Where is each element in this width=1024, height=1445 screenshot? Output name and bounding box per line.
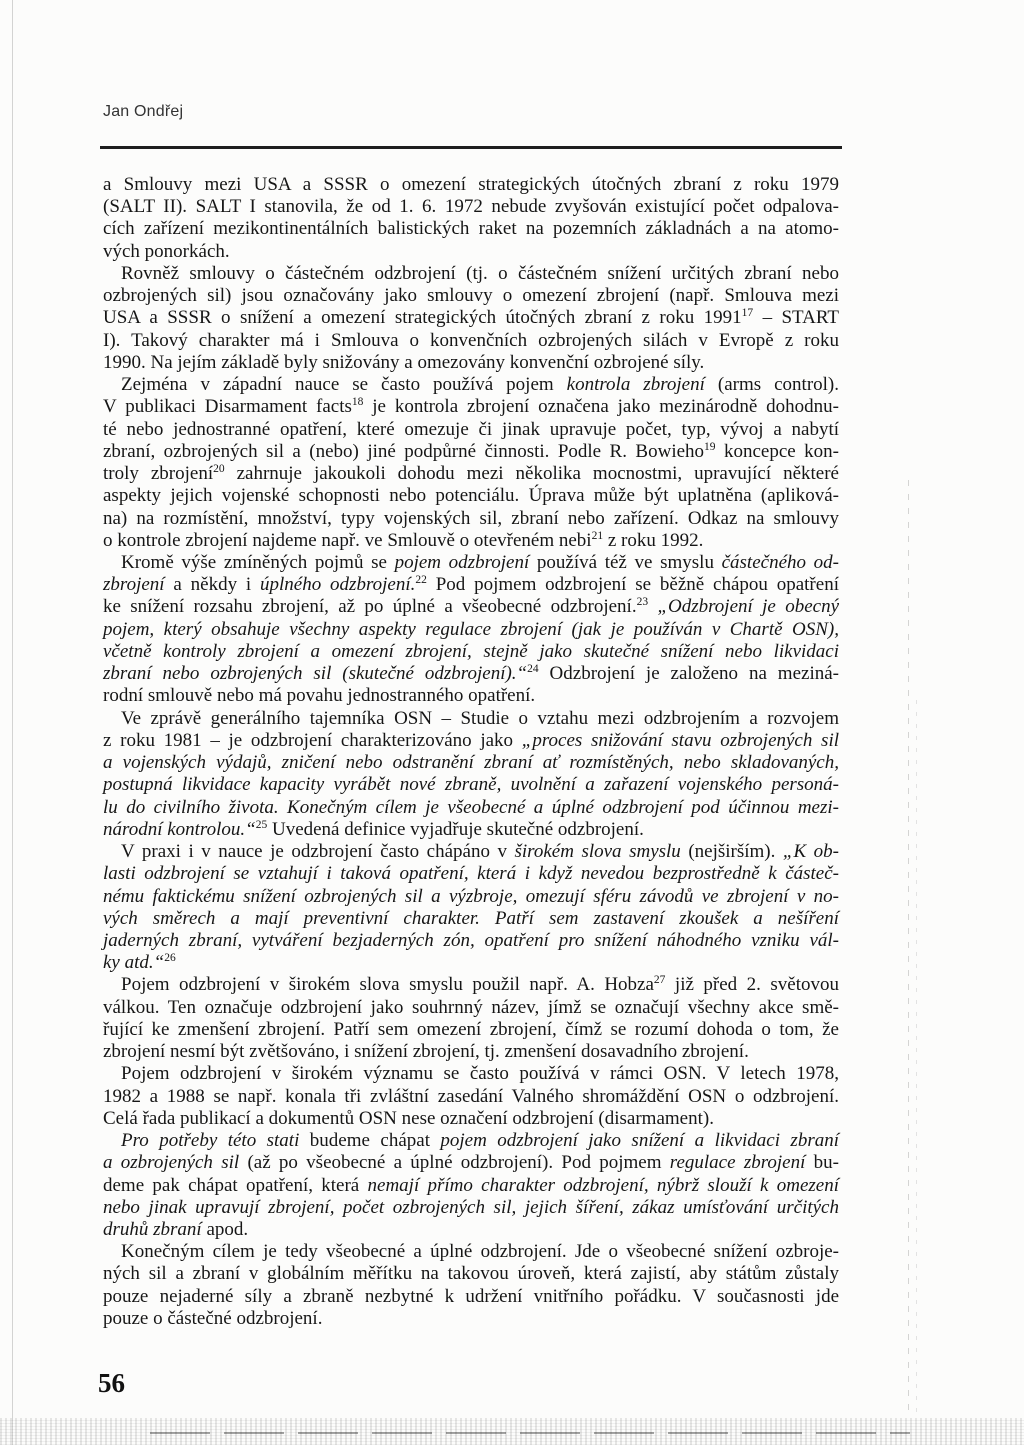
text-run: koncepce kon-	[715, 440, 839, 462]
text-run: V publikaci Disarmament facts	[103, 396, 352, 418]
text-run: o kontrole zbrojení najdeme např. ve Smlouvě o otevřeném nebi	[103, 529, 592, 551]
text-line	[103, 841, 839, 863]
footnote-ref: 21	[591, 529, 604, 542]
text-line	[103, 708, 839, 730]
text-line	[103, 263, 839, 285]
text-line	[103, 463, 839, 485]
footnote-ref: 20	[213, 463, 225, 476]
text-run: a Smlouvy mezi USA a SSSR o omezení strategických útočných zbraní z roku 1979	[103, 174, 839, 195]
footnote-ref: 23	[636, 596, 649, 609]
text-run: Uvedená definice vyjadřuje skutečné odzbrojení.	[267, 818, 644, 840]
text-line	[103, 641, 839, 663]
italic-run: nemají přímo charakter odzbrojení, nýbrž slouží k omezení	[367, 1174, 839, 1196]
paragraph	[103, 1063, 839, 1130]
italic-run: pojem odzbrojení	[394, 551, 530, 573]
footnote-ref: 25	[255, 818, 268, 831]
italic-run: kontrola zbrojení	[566, 374, 705, 396]
text-run: bu-	[805, 1152, 840, 1174]
footnote-ref: 18	[351, 396, 364, 409]
text-line	[103, 596, 839, 618]
text-line	[103, 307, 839, 329]
footnote-ref: 27	[653, 974, 666, 987]
text-line	[103, 663, 839, 685]
paragraph	[103, 841, 839, 974]
text-run: aspekty jejich vojenské schopnosti nebo potenciálu. Úprava může být uplatněna (apliková-	[103, 485, 839, 507]
italic-run: národní kontrolou.“	[103, 818, 256, 840]
text-run: apod.	[201, 1219, 249, 1241]
text-run: na) na rozmístění, množství, typy vojenských sil, zbraní nebo zařízení. Odkaz na smlouvy	[103, 507, 839, 529]
text-run: V praxi i v nauce je odzbrojení často chápáno v	[121, 841, 515, 863]
text-run: Ve zprávě generálního tajemníka OSN – Studie o vztahu mezi odzbrojením a rozvojem	[121, 707, 839, 729]
running-head-author: Jan Ondřej	[103, 103, 184, 120]
text-line	[103, 485, 839, 507]
text-line	[103, 1263, 839, 1285]
text-run: Pod pojmem odzbrojení se běžně chápou opatření	[426, 574, 839, 596]
italic-run: ky atd.“	[103, 952, 165, 974]
text-run: Zejména v západní nauce se často používá pojem	[121, 374, 567, 396]
text-run: (nejširším).	[680, 841, 783, 863]
paragraph	[103, 974, 839, 1063]
paragraph	[103, 174, 839, 263]
text-line	[103, 552, 839, 574]
body-text	[103, 174, 839, 1330]
text-run: USA a SSSR o snížení a omezení strategických útočných zbraní z roku 1991	[103, 307, 742, 329]
text-line	[103, 1108, 839, 1130]
text-run: vých ponorkách.	[103, 240, 230, 262]
paragraph	[103, 1241, 839, 1330]
text-run: (SALT II). SALT I stanovila, že od 1. 6. 1972 nebude zvyšován existující počet odpalova-	[103, 196, 839, 218]
italic-run: pojem, který obsahuje všechny aspekty regulace zbrojení (jak je používán v Chartě OSN),	[103, 618, 839, 640]
text-line	[103, 196, 839, 218]
scan-edge-line	[12, 0, 13, 1445]
italic-run: jaderných zbraní, vytváření bezjaderných zón, opatření pro snížení náhodného vzniku vál-	[103, 929, 839, 951]
text-run: je kontrola zbrojení označena jako mezinárodně dohodnu-	[363, 396, 839, 418]
italic-run: postupná likvidace kapacity vyrábět nové zbraně, uvolnění a zařazení vojenského personá-	[103, 774, 839, 796]
text-run: troly zbrojení	[103, 463, 214, 485]
text-line	[103, 174, 839, 196]
text-run: z roku 1992.	[603, 529, 704, 551]
text-run: rodní smlouvě nebo má povahu jednostranného opatření.	[103, 685, 536, 707]
text-line	[103, 574, 839, 596]
text-line	[103, 1130, 839, 1152]
text-run: (až po všeobecné a úplné odzbrojení). Pod pojmem	[239, 1152, 670, 1174]
text-line	[103, 952, 839, 974]
text-line	[103, 419, 839, 441]
text-line	[103, 1308, 839, 1330]
italic-run: „Odzbrojení je obecný	[648, 596, 840, 618]
text-run: Celá řada publikací a dokumentů OSN nese označení odzbrojení (disarmament).	[103, 1107, 714, 1129]
text-run: ných sil a zbraní v globálním měřítku na takovou úroveň, která zajistí, aby státům zůstaly	[103, 1263, 839, 1285]
text-run: ke snížení rozsahu zbrojení, až po úplné a všeobecné odzbrojení.	[103, 596, 637, 618]
text-line	[103, 1152, 839, 1174]
text-run: Odzbrojení je založeno na meziná-	[538, 663, 839, 685]
text-run: válkou. Ten označuje odzbrojení jako souhrnný název, jímž se označují všechny akce smě-	[103, 996, 839, 1018]
text-line	[103, 1286, 839, 1308]
text-run: a někdy i	[164, 574, 261, 596]
italic-run: „K ob-	[782, 841, 839, 863]
italic-run: pojem odzbrojení jako snížení a likvidaci zbraní	[440, 1130, 839, 1152]
text-run: z roku 1981 – je odzbrojení charakterizováno jako	[103, 729, 522, 751]
text-run: 1982 a 1988 se např. konala tři zvláštní zasedání Valného shromáždění OSN o odzbrojení.	[103, 1085, 839, 1107]
paragraph	[103, 1130, 839, 1241]
text-line	[103, 218, 839, 240]
text-line	[103, 352, 839, 374]
text-line	[103, 752, 839, 774]
italic-run: vých směrech a mají preventivní charakter. Patří sem zastavení zkoušek a nešíření	[103, 907, 839, 929]
text-line	[103, 1197, 839, 1219]
text-line	[103, 619, 839, 641]
italic-run: lu do civilního života. Konečným cílem je všeobecné a úplné odzbrojení pod účinnou mezi-	[103, 796, 839, 818]
text-line	[103, 974, 839, 996]
scan-streak	[916, 700, 917, 1415]
text-line	[103, 330, 839, 352]
text-line	[103, 797, 839, 819]
text-run: Konečným cílem je tedy všeobecné a úplné odzbrojení. Jde o všeobecné snížení ozbroje-	[121, 1241, 839, 1263]
italic-run: a ozbrojených sil	[103, 1152, 240, 1174]
page-number: 56	[98, 1368, 125, 1398]
text-run: I). Takový charakter má i Smlouva o konvenčních ozbrojených silách v Evropě z roku	[103, 329, 839, 351]
text-run: – START	[753, 307, 839, 329]
text-run: Pojem odzbrojení v širokém slova smyslu použil např. A. Hobza	[121, 974, 654, 996]
text-line	[103, 819, 839, 841]
text-line	[103, 396, 839, 418]
text-run: již před 2. světovou	[665, 974, 840, 996]
text-line	[103, 730, 839, 752]
text-run: (arms control).	[704, 374, 839, 396]
footnote-ref: 26	[164, 952, 176, 965]
footnote-ref: 17	[741, 307, 754, 320]
text-run: pouze nejaderné síly a zbraně nezbytné k udržení vnitřního pořádku. V současnosti jde	[103, 1285, 839, 1307]
italic-run: zbraní nebo ozbrojených sil (skutečné odzbrojení).“	[103, 663, 528, 685]
text-run: budeme chápat	[299, 1130, 441, 1152]
text-line	[103, 863, 839, 885]
text-line	[103, 285, 839, 307]
italic-run: nému faktickému snížení ozbrojených sil a výzbroje, omezují sféru závodů ve zbrojení v no-	[103, 885, 839, 907]
text-line	[103, 1175, 839, 1197]
text-run: používá též ve smyslu	[529, 551, 722, 573]
italic-run: regulace zbrojení	[669, 1152, 806, 1174]
text-line	[103, 1019, 839, 1041]
text-line	[103, 930, 839, 952]
text-run: Rovněž smlouvy o částečném odzbrojení (tj. o částečném snížení určitých zbraní nebo	[121, 262, 839, 284]
text-run: deme pak chápat opatření, která	[103, 1174, 368, 1196]
italic-run: včetně kontroly zbrojení a omezení zbrojení, stejně jako skutečné snížení nebo likvidaci	[103, 640, 839, 662]
text-run: ozbrojených sil) jsou označovány jako smlouvy o omezení zbrojení (např. Smlouva mezi	[103, 285, 839, 307]
italic-run: širokém slova smyslu	[514, 841, 681, 863]
text-run: zbraní, ozbrojených sil a (nebo) jiné podpůrné činnosti. Podle R. Bowieho	[103, 440, 705, 462]
italic-run: „proces snižování stavu ozbrojených sil	[521, 729, 840, 751]
text-line	[103, 997, 839, 1019]
text-run: zbrojení nesmí být zvětšováno, i snížení zbrojení, tj. zmenšení dosavadního zbrojení.	[103, 1041, 749, 1063]
text-run: cích zařízení mezikontinentálních balistických raket na pozemních základnách a na atomo-	[103, 218, 839, 240]
scan-streak	[908, 480, 909, 1415]
paragraph	[103, 552, 839, 708]
paragraph	[103, 374, 839, 552]
text-run: řující ke zmenšení zbrojení. Patří sem omezení zbrojení, čímž se rozumí dohoda o tom, že	[103, 1018, 839, 1040]
italic-run: a vojenských výdajů, zničení nebo odstranění zbraní ať rozmístěných, nebo skladovaných,	[103, 752, 839, 774]
text-line	[103, 1086, 839, 1108]
text-line	[103, 908, 839, 930]
footnote-ref: 24	[527, 663, 539, 676]
text-line	[103, 685, 839, 707]
footnote-ref: 22	[415, 574, 427, 587]
scan-noise-dashes	[150, 1432, 910, 1434]
header-rule	[100, 146, 842, 149]
text-run: Pojem odzbrojení v širokém významu se často používá v rámci OSN. V letech 1978,	[121, 1063, 839, 1085]
italic-run: druhů zbraní	[103, 1219, 202, 1241]
italic-run: lasti odzbrojení se vztahují i taková opatření, která i když nevedou bezprostředně k částeč-	[103, 863, 839, 885]
italic-run: částečného od-	[721, 551, 839, 573]
text-line	[103, 886, 839, 908]
italic-run: Pro potřeby této stati	[121, 1130, 300, 1152]
footnote-ref: 19	[704, 440, 716, 453]
text-run: 1990. Na jejím základě byly snižovány a omezovány konvenční ozbrojené síly.	[103, 351, 705, 373]
text-line	[103, 508, 839, 530]
text-run: Kromě výše zmíněných pojmů se	[121, 551, 395, 573]
text-line	[103, 1041, 839, 1063]
text-line	[103, 441, 839, 463]
paragraph	[103, 263, 839, 374]
italic-run: zbrojení	[103, 574, 165, 596]
text-line	[103, 1219, 839, 1241]
text-line	[103, 1241, 839, 1263]
italic-run: nebo jinak upravují zbrojení, počet ozbrojených sil, jejich šíření, zákaz umísťování určitých	[103, 1196, 839, 1218]
text-run: té nebo jednostranné opatření, které omezuje či jinak upravuje počet, typ, vývoj a nabytí	[103, 418, 839, 440]
text-line	[103, 774, 839, 796]
paragraph	[103, 708, 839, 841]
text-line	[103, 374, 839, 396]
text-run: zahrnuje jakoukoli dohodu mezi několika mocnostmi, upravující některé	[224, 463, 839, 485]
text-line	[103, 241, 839, 263]
text-line	[103, 530, 839, 552]
italic-run: úplného odzbrojení.	[260, 574, 416, 596]
text-line	[103, 1063, 839, 1085]
text-run: pouze o částečné odzbrojení.	[103, 1307, 323, 1329]
